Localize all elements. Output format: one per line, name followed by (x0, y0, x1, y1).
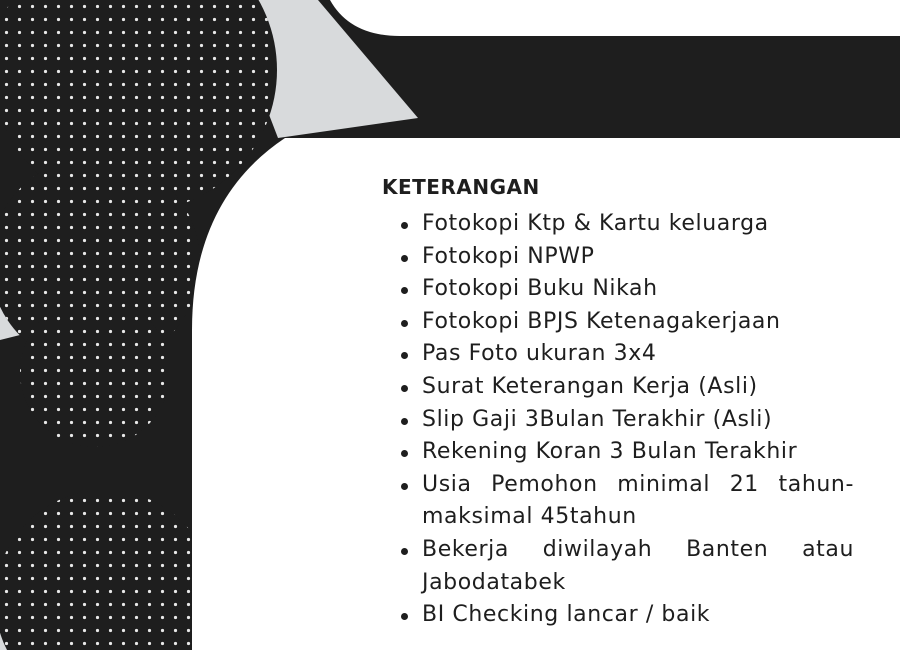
list-item-text: BI Checking lancar / baik (422, 602, 711, 628)
bullet-icon (401, 613, 408, 620)
section-heading: KETERANGAN (382, 175, 540, 199)
list-item (382, 371, 854, 404)
list-item-text: Bekerja diwilayah Banten atau Jabodatabek (422, 536, 854, 595)
list-item (382, 404, 854, 437)
list-item (382, 599, 854, 632)
list-item (382, 306, 854, 339)
list-item-text: Fotokopi Buku Nikah (422, 276, 658, 302)
requirements-section (382, 174, 854, 632)
bullet-icon (401, 483, 408, 490)
list-item-text: Rekening Koran 3 Bulan Terakhir (422, 439, 798, 465)
bullet-icon (401, 320, 408, 327)
bullet-icon (401, 418, 408, 425)
list-item (382, 469, 854, 534)
list-item (382, 436, 854, 469)
list-item-text: Pas Foto ukuran 3x4 (422, 341, 657, 367)
list-item (382, 241, 854, 274)
list-item-text: Fotokopi NPWP (422, 243, 595, 269)
white-panel-top (330, 0, 900, 36)
list-item-text: Fotokopi Ktp & Kartu keluarga (422, 211, 769, 236)
list-item (382, 208, 854, 241)
bullet-icon (401, 385, 408, 392)
list-item (382, 534, 854, 599)
bullet-icon (401, 352, 408, 359)
list-item-text: Surat Keterangan Kerja (Asli) (422, 373, 758, 399)
bullet-icon (401, 287, 408, 294)
list-item-text: Fotokopi BPJS Ketenagakerjaan (422, 308, 781, 334)
bullet-icon (401, 222, 408, 229)
requirements-list (382, 208, 854, 632)
bullet-icon (401, 548, 408, 555)
list-item (382, 273, 854, 306)
bullet-icon (401, 255, 408, 262)
list-item-text: Slip Gaji 3Bulan Terakhir (Asli) (422, 406, 773, 432)
dotted-circle-lower (20, 297, 170, 447)
list-item-text: Usia Pemohon minimal 21 tahun-maksimal 45tahun (422, 471, 854, 530)
bullet-icon (401, 450, 408, 457)
list-item (382, 338, 854, 371)
